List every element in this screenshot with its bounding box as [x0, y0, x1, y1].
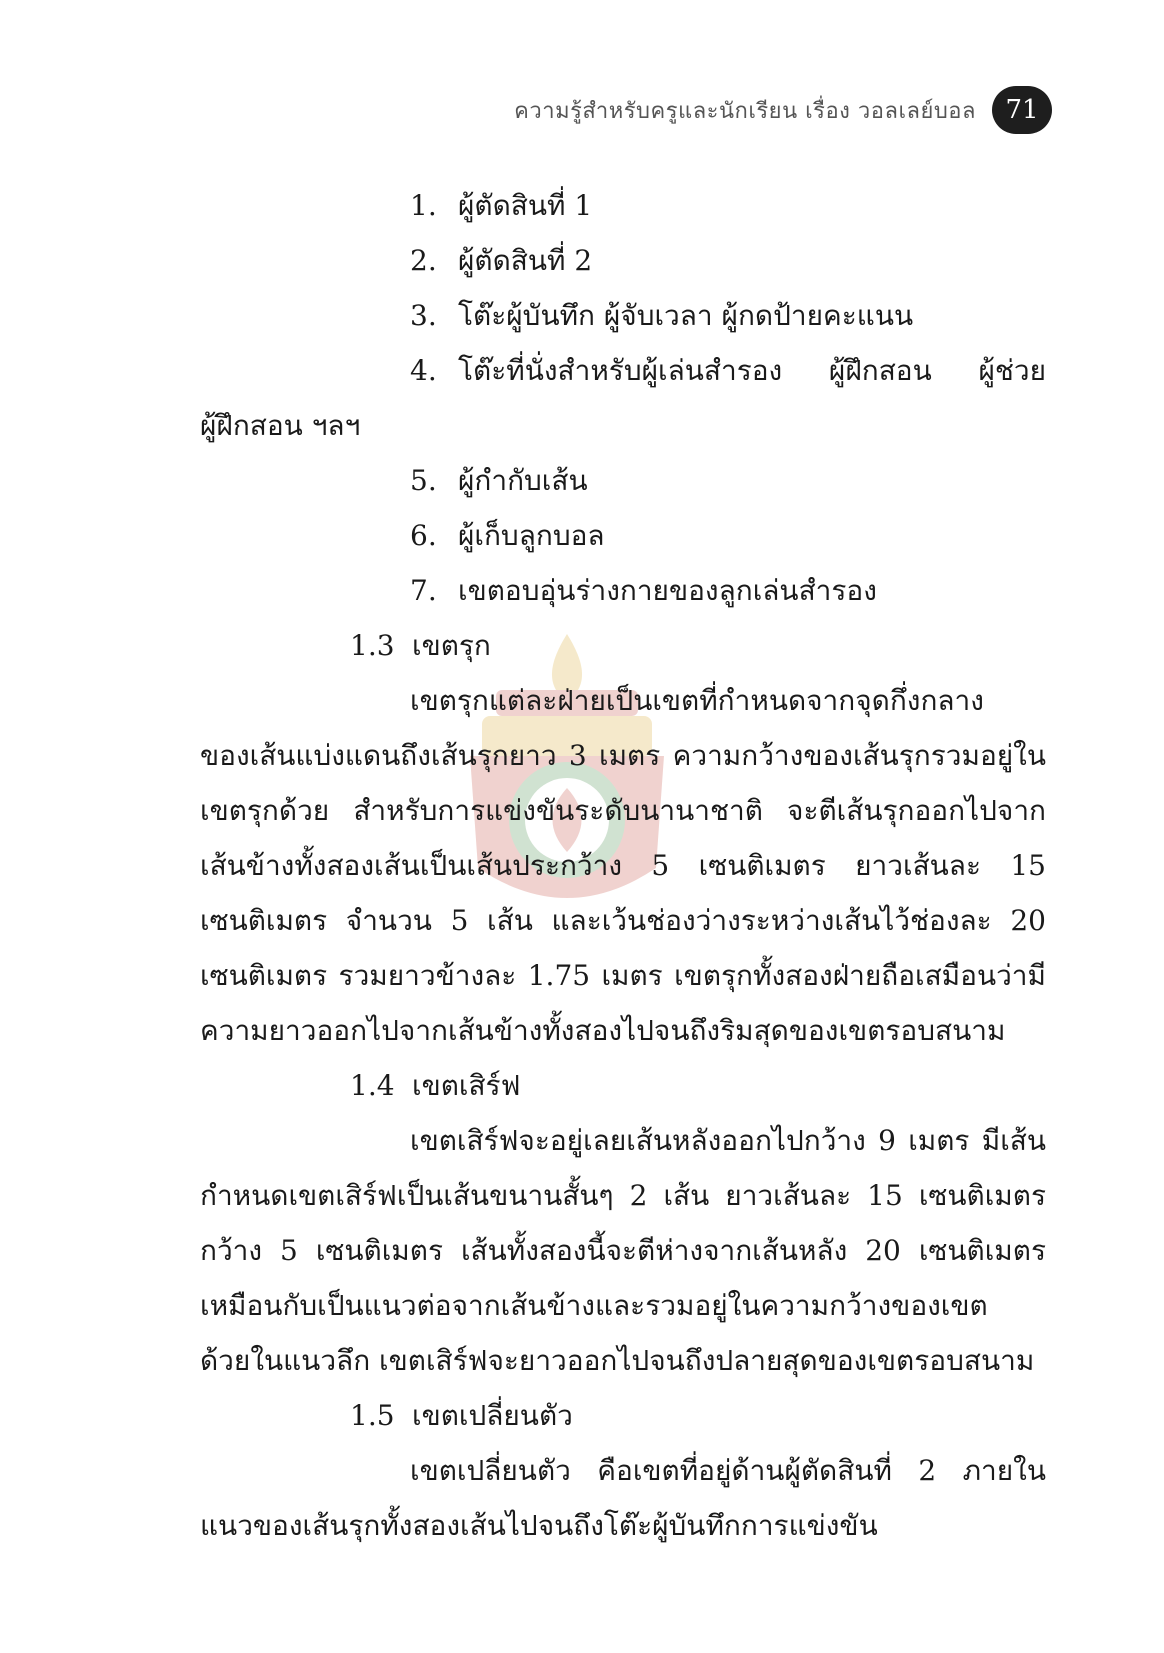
- paragraph-line: กำหนดเขตเสิร์ฟเป็นเส้นขนานสั้นๆ 2 เส้น ยาวเส้นละ 15 เซนติเมตร: [200, 1179, 1046, 1212]
- paragraph-line: เขตรุกด้วย สำหรับการแข่งขันระดับนานาชาติ จะตีเส้นรุกออกไปจาก: [200, 794, 1046, 827]
- paragraph-line: แนวของเส้นรุกทั้งสองเส้นไปจนถึงโต๊ะผู้บันทึกการแข่งขัน: [200, 1509, 878, 1542]
- header-title: ความรู้สำหรับครูและนักเรียน เรื่อง วอลเลย์บอล: [514, 98, 976, 124]
- paragraph-line: เขตเปลี่ยนตัว คือเขตที่อยู่ด้านผู้ตัดสินที่ 2 ภายใน: [410, 1454, 1046, 1487]
- list-item: 7. เขตอบอุ่นร่างกายของลูกเล่นสำรอง: [410, 574, 877, 607]
- list-item: 6. ผู้เก็บลูกบอล: [410, 519, 605, 552]
- paragraph-line: กว้าง 5 เซนติเมตร เส้นทั้งสองนี้จะตีห่างจากเส้นหลัง 20 เซนติเมตร: [200, 1234, 1046, 1267]
- paragraph-line: เส้นข้างทั้งสองเส้นเป็นเส้นประกว้าง 5 เซนติเมตร ยาวเส้นละ 15: [200, 849, 1046, 882]
- list-item: 1. ผู้ตัดสินที่ 1: [410, 189, 593, 222]
- section-heading: 1.3 เขตรุก: [350, 629, 491, 662]
- paragraph-line: ด้วยในแนวลึก เขตเสิร์ฟจะยาวออกไปจนถึงปลายสุดของเขตรอบสนาม: [200, 1344, 1035, 1377]
- running-header: [514, 86, 1052, 134]
- section-heading: 1.5 เขตเปลี่ยนตัว: [350, 1399, 573, 1432]
- paragraph-line: ของเส้นแบ่งแดนถึงเส้นรุกยาว 3 เมตร ความกว้างของเส้นรุกรวมอยู่ใน: [200, 739, 1046, 772]
- paragraph-line: เซนติเมตร รวมยาวข้างละ 1.75 เมตร เขตรุกทั้งสองฝ่ายถือเสมือนว่ามี: [200, 959, 1046, 992]
- section-heading: 1.4 เขตเสิร์ฟ: [350, 1069, 521, 1102]
- list-item: 3. โต๊ะผู้บันทึก ผู้จับเวลา ผู้กดป้ายคะแนน: [410, 299, 914, 332]
- page-number-badge: 71: [992, 86, 1052, 134]
- paragraph-line: เขตรุกแต่ละฝ่ายเป็นเขตที่กำหนดจากจุดกึ่งกลาง: [410, 684, 984, 717]
- paragraph-line: ความยาวออกไปจากเส้นข้างทั้งสองไปจนถึงริมสุดของเขตรอบสนาม: [200, 1014, 1006, 1047]
- list-item: 5. ผู้กำกับเส้น: [410, 464, 588, 497]
- list-item: 2. ผู้ตัดสินที่ 2: [410, 244, 593, 277]
- page-body: [200, 178, 1046, 1553]
- list-item-continuation: ผู้ฝึกสอน ฯลฯ: [200, 409, 361, 442]
- paragraph-line: เขตเสิร์ฟจะอยู่เลยเส้นหลังออกไปกว้าง 9 เมตร มีเส้น: [410, 1124, 1046, 1157]
- paragraph-line: เซนติเมตร จำนวน 5 เส้น และเว้นช่องว่างระหว่างเส้นไว้ช่องละ 20: [200, 904, 1046, 937]
- list-item: 4. โต๊ะที่นั่งสำหรับผู้เล่นสำรอง ผู้ฝึกสอน ผู้ช่วย: [410, 354, 1046, 387]
- paragraph-line: เหมือนกับเป็นแนวต่อจากเส้นข้างและรวมอยู่ในความกว้างของเขต: [200, 1289, 988, 1322]
